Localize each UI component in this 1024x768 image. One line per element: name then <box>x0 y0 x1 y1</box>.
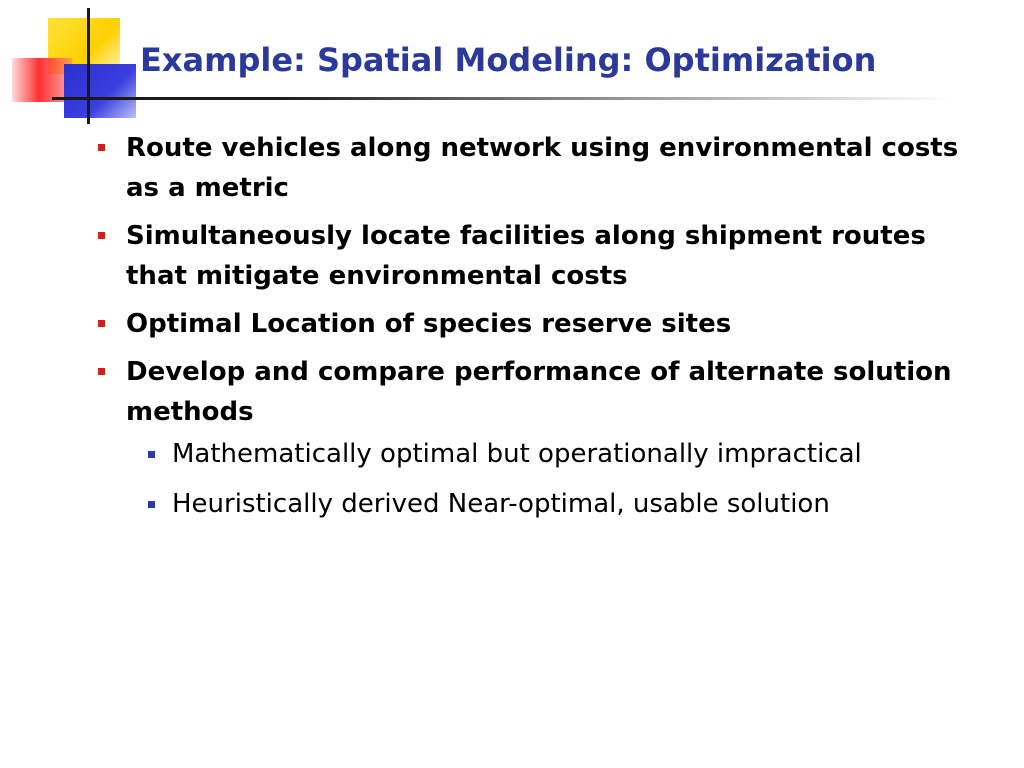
square-bullet-icon <box>98 232 105 239</box>
title-underline-rule <box>52 97 952 100</box>
blue-square-shape <box>64 64 136 118</box>
sub-bullet-item <box>126 434 972 474</box>
bullet-item <box>92 216 972 296</box>
square-sub-bullet-icon <box>148 451 155 458</box>
sub-bullet-text: Heuristically derived Near-optimal, usable solution <box>172 489 830 519</box>
red-square-shape <box>12 58 72 102</box>
bullet-text: Route vehicles along network using environmental costs as a metric <box>126 133 959 203</box>
vertical-rule <box>87 8 90 124</box>
square-bullet-icon <box>98 368 105 375</box>
slide-title: Example: Spatial Modeling: Optimization <box>140 41 877 79</box>
bullet-item <box>92 304 972 344</box>
bullet-text: Optimal Location of species reserve sites <box>126 309 732 339</box>
bullet-item <box>92 128 972 208</box>
sub-bullet-item <box>126 484 972 524</box>
square-bullet-icon <box>98 320 105 327</box>
sub-bullet-list <box>126 434 972 524</box>
bullet-list <box>92 128 972 534</box>
bullet-item <box>92 352 972 524</box>
square-bullet-icon <box>98 144 105 151</box>
square-sub-bullet-icon <box>148 501 155 508</box>
bullet-text: Develop and compare performance of alternate solution methods <box>126 357 952 427</box>
sub-bullet-text: Mathematically optimal but operationally impractical <box>172 439 862 469</box>
bullet-text: Simultaneously locate facilities along shipment routes that mitigate environmental costs <box>126 221 926 291</box>
decorative-logo-icon <box>0 0 140 130</box>
